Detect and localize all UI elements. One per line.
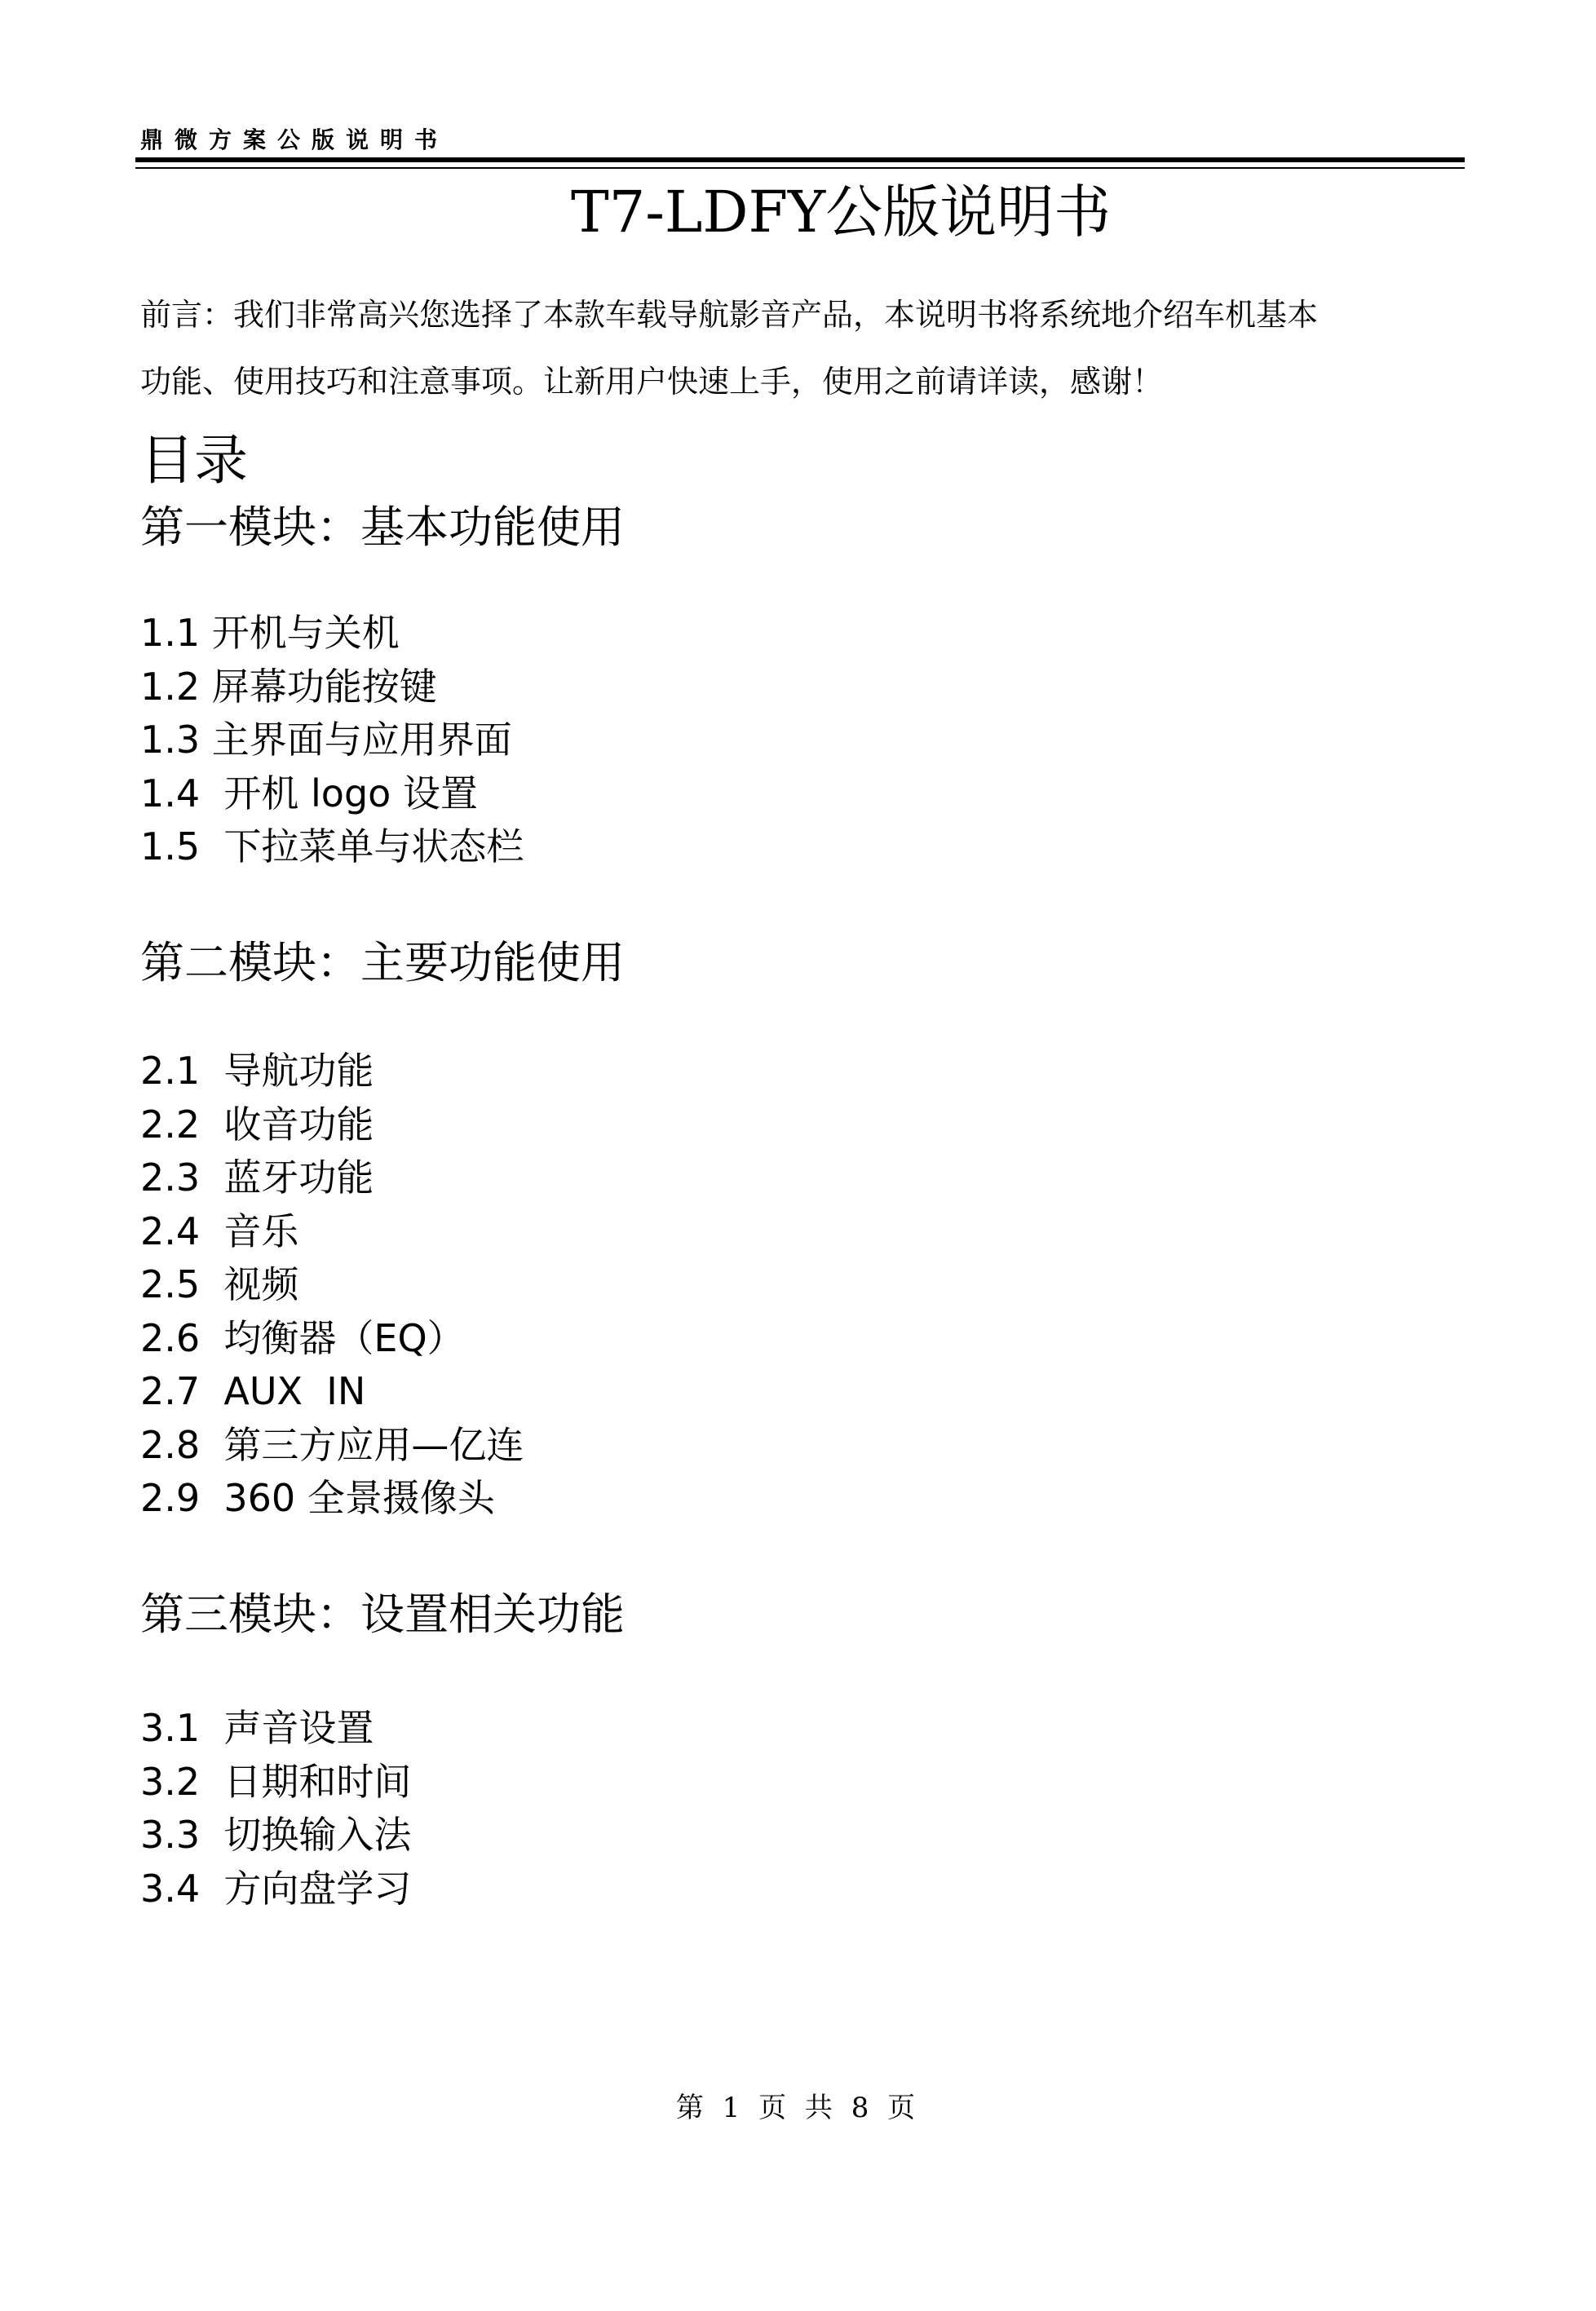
toc-item: 1.5 下拉菜单与状态栏 bbox=[140, 824, 524, 868]
preface-line-1: 前言：我们非常高兴您选择了本款车载导航影音产品，本说明书将系统地介绍车机基本 bbox=[140, 297, 1319, 333]
page-footer: 第 1 页 共 8 页 bbox=[675, 2092, 921, 2124]
toc-item: 2.8 第三方应用—亿连 bbox=[140, 1422, 524, 1467]
running-header: 鼎微方案公版说明书 bbox=[140, 126, 449, 153]
toc-item: 1.2 屏幕功能按键 bbox=[140, 664, 437, 709]
header-rule-thick bbox=[135, 157, 1465, 162]
toc-item: 2.9 360 全景摄像头 bbox=[140, 1476, 495, 1520]
toc-item: 2.1 导航功能 bbox=[140, 1049, 374, 1093]
module-2-list bbox=[140, 1045, 524, 1526]
toc-item: 1.1 开机与关机 bbox=[140, 611, 400, 655]
module-3-title: 第三模块：设置相关功能 bbox=[140, 1589, 625, 1640]
toc-item: 1.3 主界面与应用界面 bbox=[140, 718, 512, 762]
toc-item: 2.3 蓝牙功能 bbox=[140, 1156, 374, 1200]
toc-item: 3.2 日期和时间 bbox=[140, 1759, 412, 1804]
toc-item: 2.2 收音功能 bbox=[140, 1102, 374, 1147]
toc-item: 1.4 开机 logo 设置 bbox=[140, 771, 478, 815]
toc-item: 2.7 AUX IN bbox=[140, 1369, 366, 1413]
toc-item: 2.5 视频 bbox=[140, 1262, 299, 1306]
toc-heading: 目录 bbox=[140, 429, 248, 492]
toc-item: 2.4 音乐 bbox=[140, 1209, 299, 1253]
module-1-list bbox=[140, 607, 524, 874]
document-title: T7-LDFY公版说明书 bbox=[571, 179, 1112, 245]
module-3-list bbox=[140, 1702, 411, 1916]
toc-item: 3.3 切换输入法 bbox=[140, 1813, 412, 1857]
toc-item: 3.1 声音设置 bbox=[140, 1706, 374, 1750]
toc-item: 3.4 方向盘学习 bbox=[140, 1866, 412, 1911]
module-2-title: 第二模块：主要功能使用 bbox=[140, 937, 625, 988]
module-1-title: 第一模块：基本功能使用 bbox=[140, 502, 625, 553]
preface-paragraph bbox=[140, 281, 1478, 415]
header-rule-thin bbox=[135, 167, 1465, 169]
toc-item: 2.6 均衡器（EQ） bbox=[140, 1315, 465, 1360]
preface-line-2: 功能、使用技巧和注意事项。让新用户快速上手，使用之前请详读，感谢！ bbox=[140, 364, 1164, 400]
